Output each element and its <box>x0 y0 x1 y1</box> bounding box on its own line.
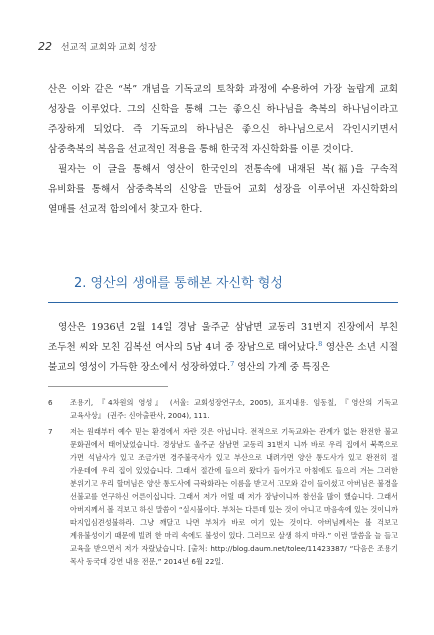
section-text-1: 영산은 1936년 2월 14일 경남 울주군 삼남면 교동리 31번지 진장에서 부친 조두천 씨와 모친 김복선 여사의 5남 4녀 중 장남으로 태어났다. <box>48 322 398 353</box>
section-paragraph <box>48 318 398 378</box>
footnote-text: 저는 원래부터 예수 믿는 환경에서 자란 것은 아닙니다. 전적으로 기독교와는 관계가 없는 완전한 불교 문화권에서 태어났었습니다. 경상남도 울주군 삼남면 교동리 31번지 니까 바로 우리 집에서 북쪽으로 가면 석남사가 있고 조금가면 경주불국사가 있고 부산으로 내려가면 양산 통도사가 있고 완전히 절 가운데에 우리 집이 있었습니다. 그래서 절간에 들으러 왔다가 들어가고 아침에도 들으러 겨는 그러한 분위기고 우리 할머님은 양산 통도사에 극락화라는 이름을 받고서 고모와 같이 들이셨고 아버님은 불경을 선불교를 연구하신 어른이십니다. 그래서 저가 어릴 때 저가 장남이니까 참선을 많이 했습니다. 그래서 아버지께서 볼 걱보고 하신 말씀이 “실시불이다. 부처는 다른데 있는 것이 아니고 마음속에 있는 것이니까 따지입심견성불하라. 그냥 깨달고 나면 부처가 바로 여기 있는 것이다. 아버님께서는 볼 걱보고 계유불성이기 때문에 빌려 한 마리 속에도 불성이 있다. 그러므로 살생 하지 마라.” 이런 말씀을 늘 들고 교육을 받으면서 저가 자랐났습니다. [출처: http://blog.daum.net/tolee/11423387/ “다음은 조용기 목사 동국대 강연 내용 전문,” 2014년 6월 22일. <box>70 427 398 566</box>
footnote-7 <box>48 425 398 568</box>
section-title: 2. 영산의 생애를 통해본 자신학 형성 <box>74 276 283 291</box>
intro-paragraph-1: 산은 이와 같은 “복” 개념을 기독교의 토착화 과정에 수용하여 가장 놀랍게 교회 성장을 이루었다. 그의 신학을 통해 그는 좋으신 하나님을 축복의 하나님이라고 주장하게 되었다. 즉 기독교의 하나님은 좋으신 하나님으로서 각인시키면서 삼중축복의 복음을 선교적인 적용을 통해 한국적 자신학화를 이룬 것이다. <box>48 84 398 155</box>
footnote-6 <box>48 396 398 422</box>
footnotes <box>48 396 398 571</box>
footnote-text: 조용기, 『4차원의 영성』 (서울: 교회성장연구소, 2005), 표지내용. 임동칠, 『영산의 기독교 교육사상』 (권주: 신아출판사, 2004), 111. <box>70 398 398 420</box>
running-header <box>38 40 398 54</box>
section-body <box>48 318 398 378</box>
footnote-ref-8[interactable]: 8 <box>318 339 323 348</box>
footnote-divider <box>48 386 168 387</box>
footnote-number: 7 <box>48 427 53 436</box>
intro-body <box>48 80 398 220</box>
section-heading <box>48 272 398 303</box>
section-text-3: 영산의 가계 중 특징은 <box>234 362 330 373</box>
section-text-2: 영산은 소년 시절 불교의 영성이 가득한 장소에서 성장하였다. <box>48 342 398 373</box>
page-number: 22 <box>38 40 52 53</box>
running-title: 선교적 교회와 교회 성장 <box>60 43 157 53</box>
intro-paragraph-2: 필자는 이 글을 통해서 영산이 한국인의 전통속에 내재된 복(福)을 구속적 유비화를 통해서 삼중축복의 신앙을 만들어 교회 성장을 이루어낸 자신학화의 열매를 선교적 함의에서 찾고자 한다. <box>48 164 398 215</box>
footnote-number: 6 <box>48 398 53 407</box>
footnote-ref-7[interactable]: 7 <box>230 359 235 368</box>
